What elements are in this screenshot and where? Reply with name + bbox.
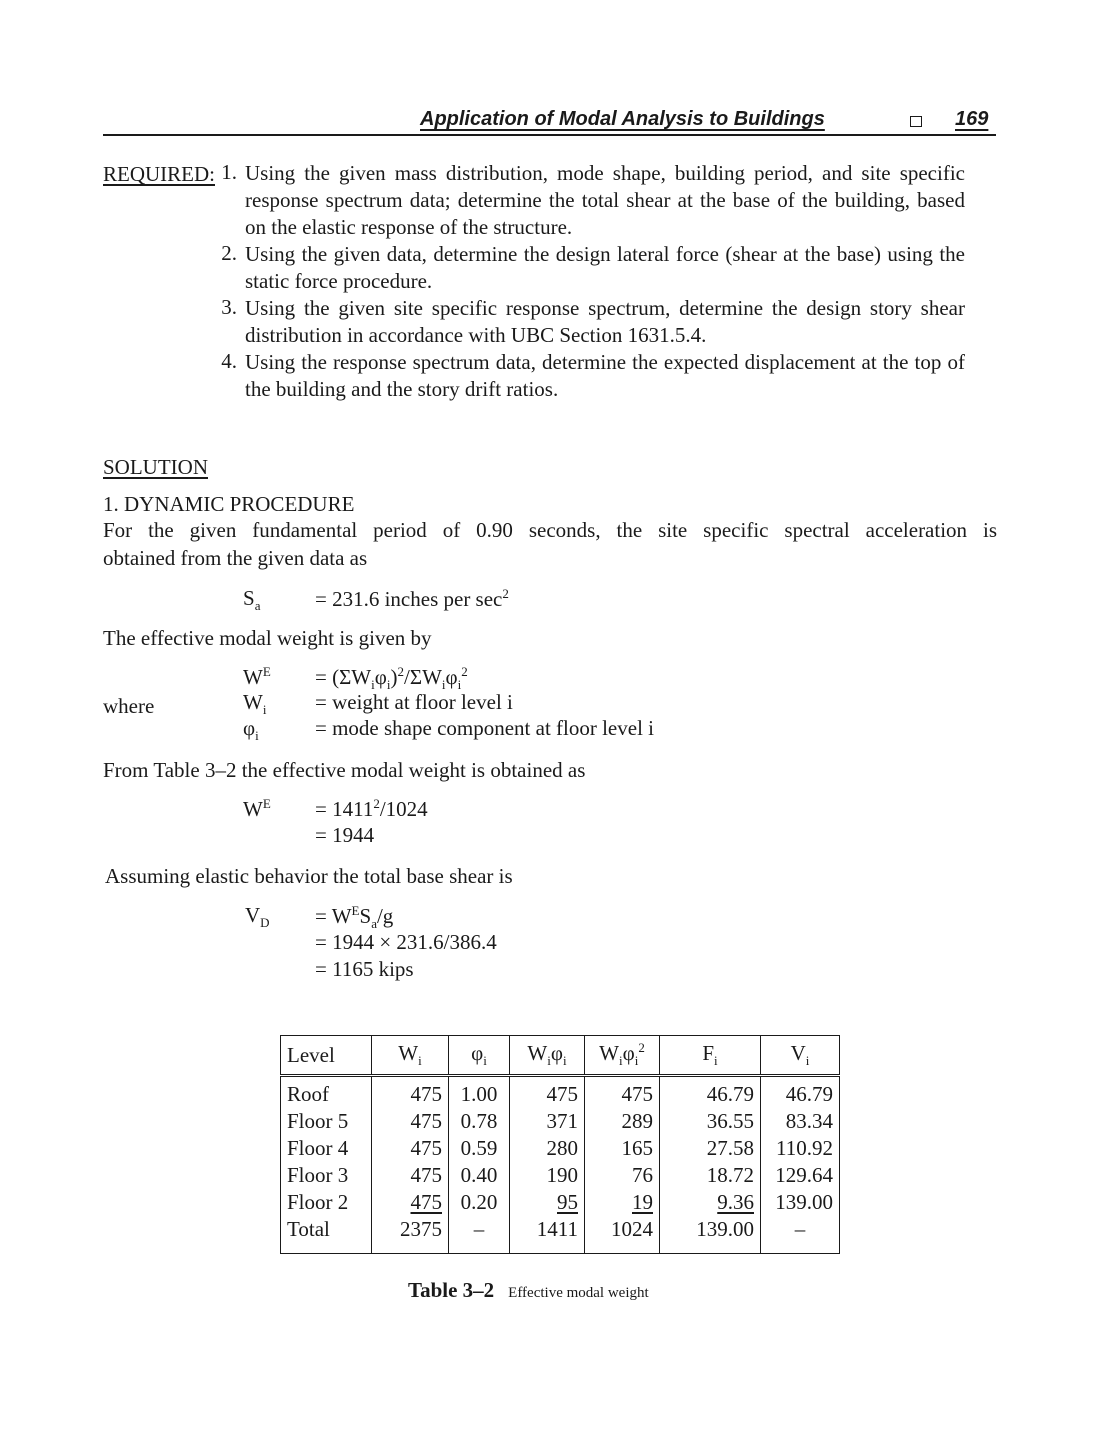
cell-wi: 475 (372, 1135, 449, 1162)
required-label: REQUIRED: (103, 162, 215, 186)
cell-fi: 18.72 (660, 1162, 761, 1189)
cell-vi: 83.34 (761, 1108, 840, 1135)
we-calc-1: = $1411^2/1024$ (315, 796, 428, 821)
page-number: 169 (955, 108, 989, 130)
table-row (281, 1162, 840, 1189)
cell-level: Floor 3 (281, 1162, 372, 1189)
we-equation: = $(\Sigma W_i\varphi_i)^2/\Sigma W_i\varphi_i^2$ (315, 664, 468, 693)
we-calc-2: = 1944 (315, 823, 375, 847)
cell-level: Floor 5 (281, 1108, 372, 1135)
sa-equation: = 231.6 inches per $\sec^2$ (315, 586, 509, 611)
col-vi: $V_i$ (761, 1036, 840, 1076)
vd-symbol: $V_D$ (245, 903, 270, 931)
item-text: Using the given site specific response spectrum, determine the design story shear distribution in accordance with UBC Section 1631.5.4. (245, 296, 965, 347)
we-calc-symbol: $W^E$ (243, 796, 271, 821)
cell-wiphi2: 165 (585, 1135, 660, 1162)
cell-phi: 0.20 (449, 1189, 510, 1216)
cell-fi: 139.00 (660, 1216, 761, 1254)
modal-weight-intro: The effective modal weight is given by (103, 626, 432, 650)
cell-fi: 9.36 (717, 1190, 754, 1214)
cell-vi: 110.92 (761, 1135, 840, 1162)
header-square-icon (910, 116, 922, 127)
vd-equation-1: = $W^ES_a/g$ (315, 903, 394, 932)
cell-phi: 0.40 (449, 1162, 510, 1189)
table-header-row (281, 1036, 840, 1076)
vd-equation-3: = 1165 kips (315, 957, 414, 981)
cell-wiphi: 280 (510, 1135, 585, 1162)
cell-wiphi2: 1024 (585, 1216, 660, 1254)
required-item-3 (205, 295, 965, 349)
required-item-2 (205, 241, 965, 295)
wi-symbol: $W_i$ (243, 690, 267, 718)
cell-vi: 139.00 (761, 1189, 840, 1216)
required-list (205, 160, 965, 403)
required-item-1 (205, 160, 965, 241)
cell-wiphi2: 19 (632, 1190, 653, 1214)
cell-wiphi2: 475 (585, 1076, 660, 1109)
cell-level: Total (281, 1216, 372, 1254)
cell-level: Floor 4 (281, 1135, 372, 1162)
cell-vi: – (761, 1216, 840, 1254)
from-table-text: From Table 3–2 the effective modal weight is obtained as (103, 758, 586, 782)
cell-phi: – (449, 1216, 510, 1254)
modal-weight-table (280, 1035, 840, 1254)
cell-level: Roof (281, 1076, 372, 1109)
cell-fi: 27.58 (660, 1135, 761, 1162)
item-text: Using the given mass distribution, mode shape, building period, and site specific response spectrum data; determine the total shear at the base of the building, based on the elastic response of the structure. (245, 161, 965, 239)
solution-heading: SOLUTION (103, 455, 208, 479)
item-number: 2. (221, 241, 237, 265)
cell-fi: 46.79 (660, 1076, 761, 1109)
intro-line-1: For the given fundamental period of 0.90 seconds, the site specific spectral acceleration is (103, 518, 997, 542)
cell-phi: 0.59 (449, 1135, 510, 1162)
item-number: 4. (221, 349, 237, 373)
cell-level: Floor 2 (281, 1189, 372, 1216)
table-caption-label: Table 3–2 (408, 1278, 495, 1302)
cell-wiphi2: 76 (585, 1162, 660, 1189)
running-header-title: Application of Modal Analysis to Buildings (420, 108, 825, 130)
we-symbol: $W^E$ (243, 664, 271, 689)
intro-line-2: obtained from the given data as (103, 546, 368, 570)
col-level: Level (281, 1036, 372, 1076)
required-item-4 (205, 349, 965, 403)
col-wi: $W_i$ (372, 1036, 449, 1076)
cell-wi: 2375 (372, 1216, 449, 1254)
cell-wi: 475 (372, 1162, 449, 1189)
item-text: Using the given data, determine the design lateral force (shear at the base) using the static force procedure. (245, 242, 965, 293)
col-fi: $F_i$ (660, 1036, 761, 1076)
col-phi: $\varphi_i$ (449, 1036, 510, 1076)
phi-definition: = mode shape component at floor level i (315, 716, 654, 740)
col-wiphi: $W_i\varphi_i$ (510, 1036, 585, 1076)
cell-vi: 46.79 (761, 1076, 840, 1109)
item-number: 3. (221, 295, 237, 319)
cell-wiphi: 371 (510, 1108, 585, 1135)
table-row (281, 1189, 840, 1216)
elastic-intro: Assuming elastic behavior the total base shear is (105, 864, 513, 888)
phi-symbol: $\varphi_i$ (243, 716, 259, 744)
table-row (281, 1108, 840, 1135)
table-row (281, 1076, 840, 1109)
item-text: Using the response spectrum data, determine the expected displacement at the top of the building and the story drift ratios. (245, 350, 965, 401)
dynamic-procedure-heading: 1. DYNAMIC PROCEDURE (103, 492, 355, 516)
col-wiphi2: $W_i\varphi_i^2$ (585, 1036, 660, 1076)
table-row-total (281, 1216, 840, 1254)
cell-phi: 0.78 (449, 1108, 510, 1135)
cell-wi: 475 (372, 1076, 449, 1109)
wi-definition: = weight at floor level i (315, 690, 513, 714)
cell-wiphi: 95 (557, 1190, 578, 1214)
cell-wiphi: 1411 (510, 1216, 585, 1254)
sa-symbol: $S_a$ (243, 586, 261, 614)
cell-phi: 1.00 (449, 1076, 510, 1109)
cell-wi: 475 (410, 1190, 442, 1214)
cell-vi: 129.64 (761, 1162, 840, 1189)
where-label: where (103, 694, 155, 718)
table-row (281, 1135, 840, 1162)
table-caption (408, 1278, 649, 1303)
cell-fi: 36.55 (660, 1108, 761, 1135)
vd-equation-2: = 1944 × 231.6/386.4 (315, 930, 497, 954)
header-rule (103, 134, 996, 136)
table-caption-text: Effective modal weight (508, 1285, 649, 1301)
cell-wiphi: 190 (510, 1162, 585, 1189)
item-number: 1. (221, 160, 237, 184)
cell-wi: 475 (372, 1108, 449, 1135)
cell-wiphi2: 289 (585, 1108, 660, 1135)
cell-wiphi: 475 (510, 1076, 585, 1109)
